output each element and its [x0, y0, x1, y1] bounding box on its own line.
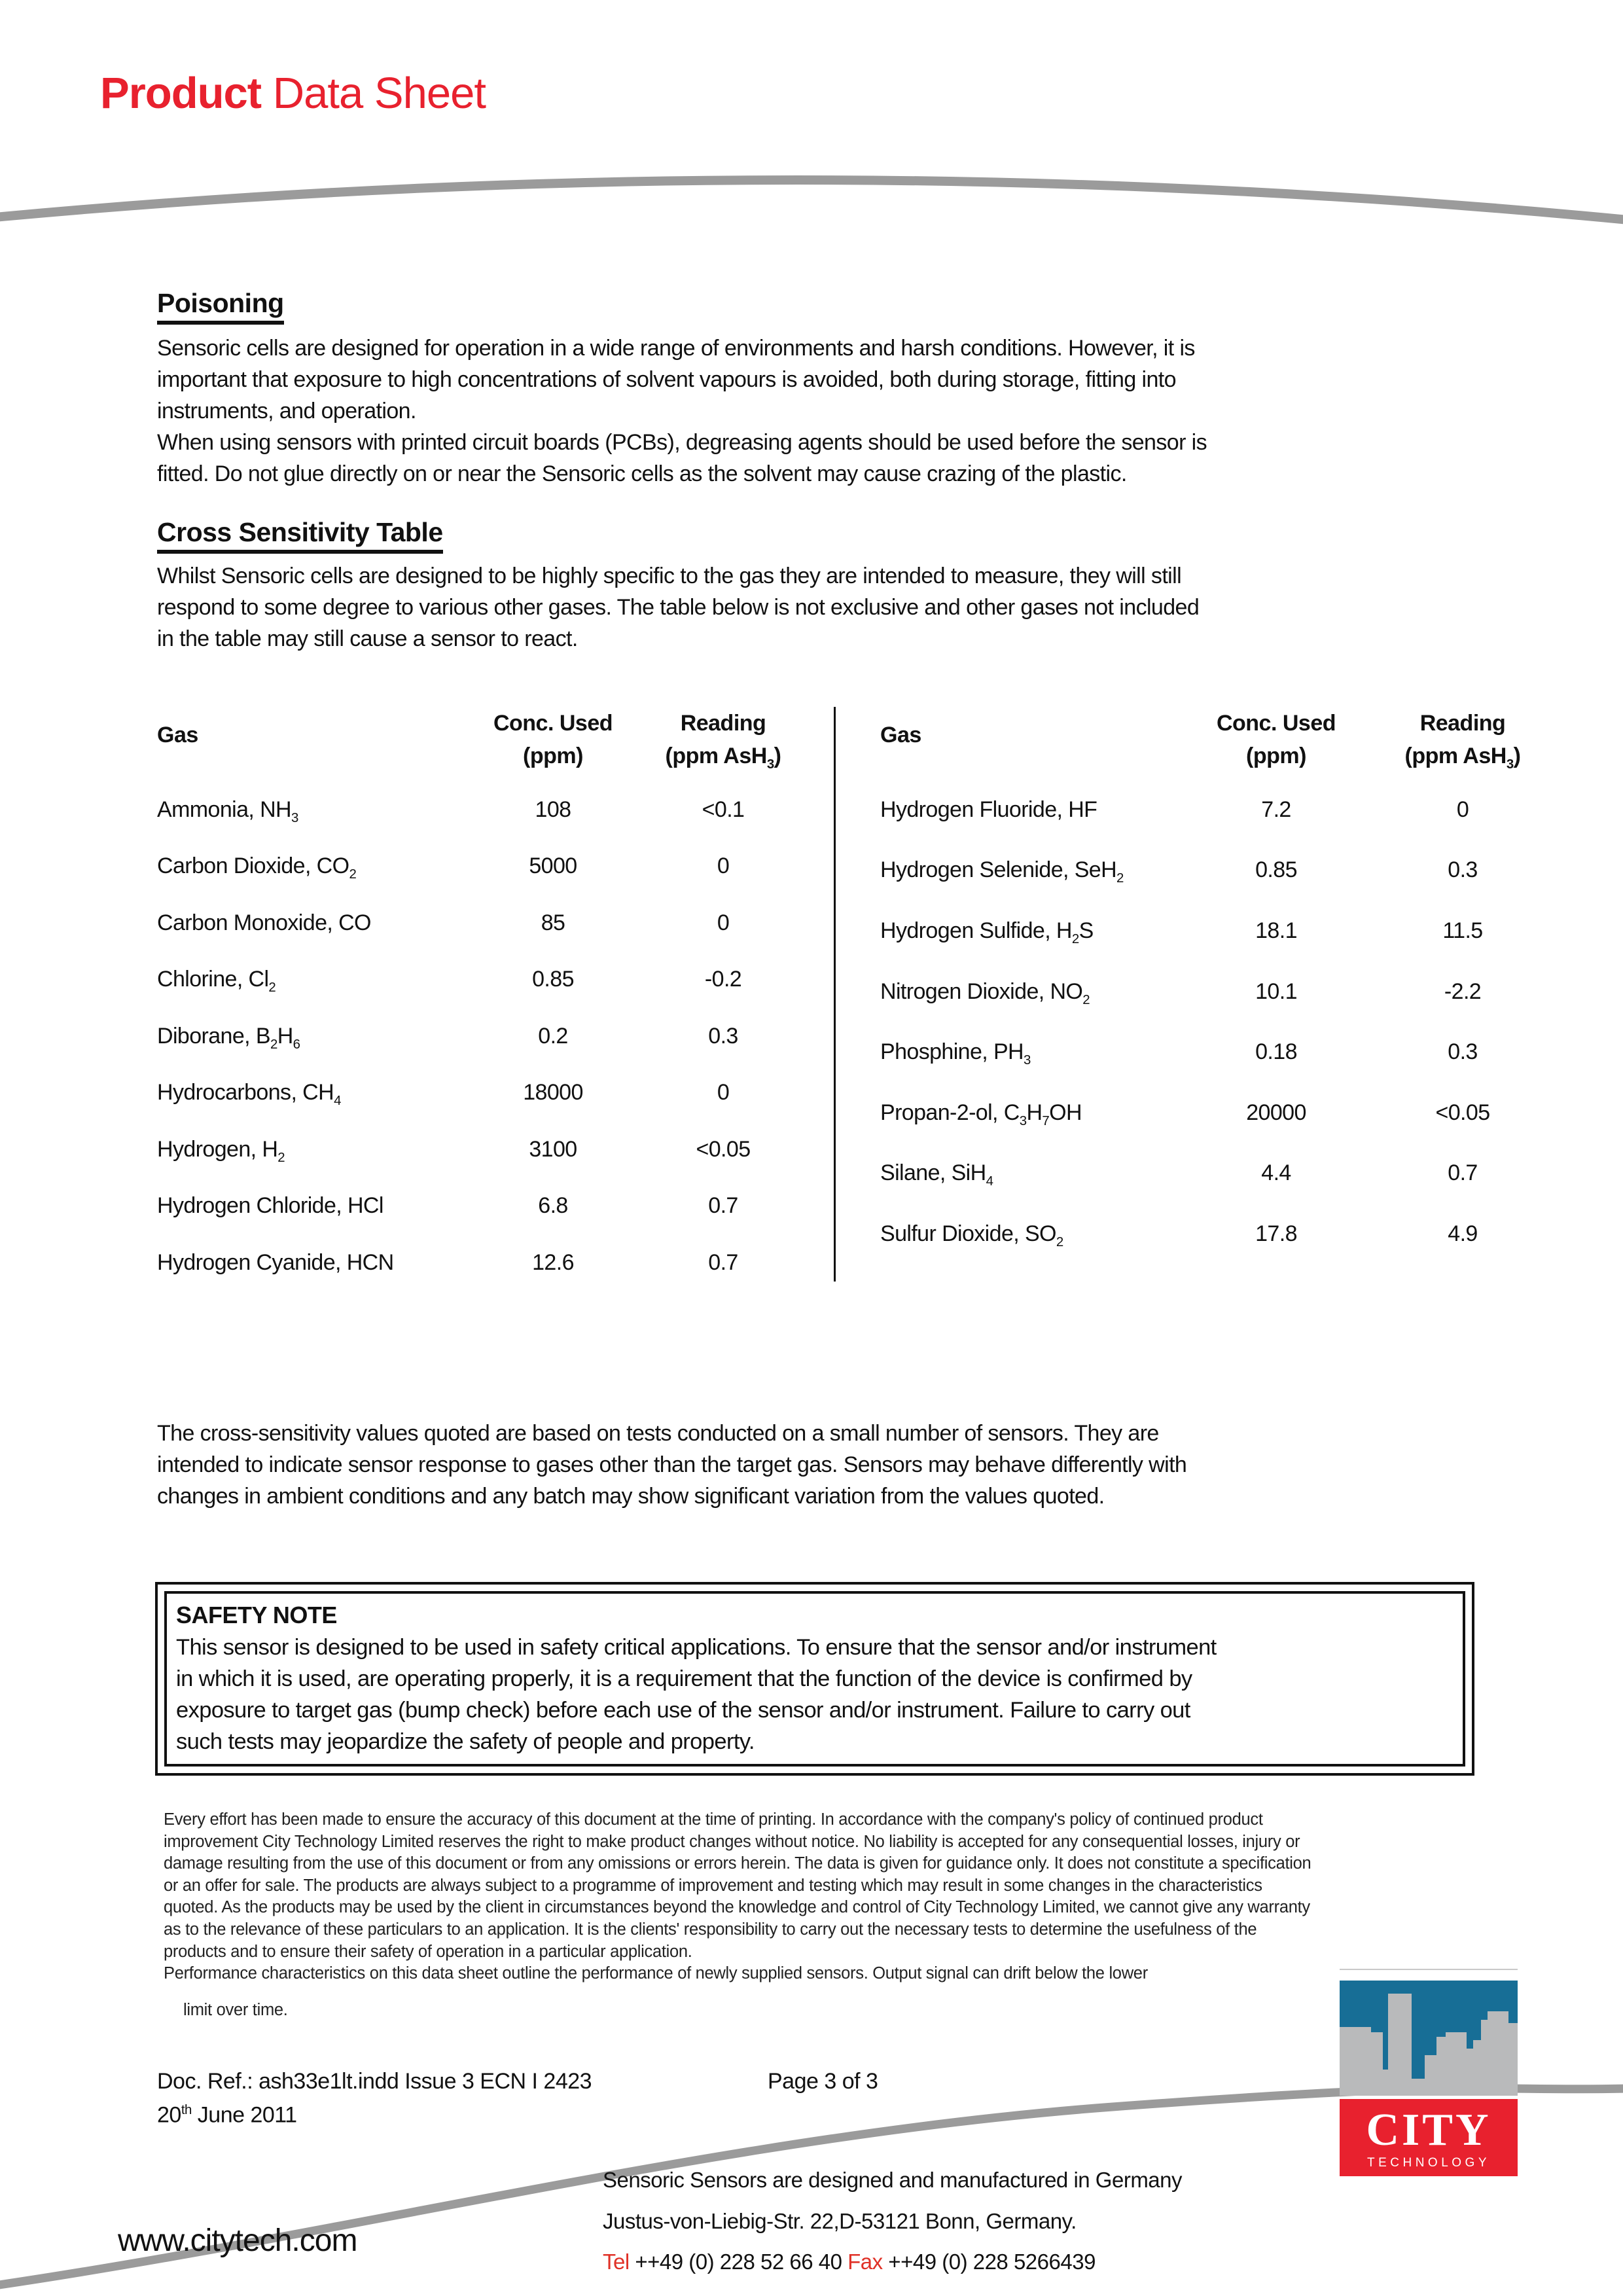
text-line: Sensoric cells are designed for operation in a wide range of environments and harsh conditions. However, it is — [157, 336, 1195, 361]
city-skyline-icon — [1340, 1981, 1518, 2096]
column-header-gas: Gas — [157, 723, 198, 747]
doc-date — [157, 2096, 1204, 2129]
conc-used-cell: 0.2 — [538, 1023, 568, 1049]
table-row — [157, 1178, 812, 1235]
gas-name-cell: Chlorine, $Cl_2$ — [157, 967, 276, 996]
table-rows-right — [880, 780, 1554, 1265]
text-line: in which it is used, are operating properly, it is a requirement that the function of the device is confirmed by — [176, 1666, 1192, 1691]
reading-cell: 0.7 — [1448, 1160, 1478, 1186]
page-title — [100, 68, 486, 118]
table-row — [880, 1143, 1554, 1204]
footer-made-in: Sensoric Sensors are designed and manufactured in Germany — [603, 2168, 1183, 2192]
reading-cell: 0 — [717, 1080, 730, 1105]
conc-used-cell: 4.4 — [1261, 1160, 1291, 1186]
reading-header-line2: (ppm AsH$_3$) — [1404, 744, 1521, 772]
column-header-reading — [635, 707, 812, 772]
reading-cell: 0 — [717, 853, 730, 879]
reading-cell: 0.3 — [1448, 857, 1478, 883]
conc-header-line2: (ppm) — [1246, 744, 1306, 768]
legal-disclaimer — [164, 1809, 1311, 2021]
gas-name-cell: Hydrocarbons, $CH_4$ — [157, 1080, 341, 1109]
text-line: intended to indicate sensor response to gases other than the target gas. Sensors may behave differently with — [157, 1452, 1187, 1477]
conc-used-cell: 17.8 — [1255, 1221, 1297, 1246]
reading-cell: <0.1 — [702, 797, 745, 822]
gas-name-cell: Carbon Dioxide, $CO_2$ — [157, 853, 357, 882]
gas-name-cell: Hydrogen Sulfide, $H_2S$ — [880, 918, 1094, 946]
table-row — [157, 1008, 812, 1065]
conc-used-cell: 7.2 — [1261, 797, 1291, 822]
gas-name-cell: Nitrogen Dioxide, $NO_2$ — [880, 978, 1090, 1007]
text-line: respond to some degree to various other gases. The table below is not exclusive and other gases not included — [157, 595, 1200, 620]
conc-used-cell: 3100 — [529, 1136, 577, 1162]
reading-cell: 11.5 — [1442, 918, 1483, 943]
reading-cell: 0.3 — [708, 1023, 738, 1049]
conc-used-cell: 12.6 — [532, 1249, 574, 1275]
doc-ref: Doc. Ref.: ash33e1lt.indd Issue 3 ECN I 2423 — [157, 2069, 592, 2094]
text-line: limit over time. — [183, 2000, 288, 2019]
table-row — [880, 961, 1554, 1022]
conc-used-cell: 20000 — [1246, 1100, 1306, 1125]
table-row — [880, 901, 1554, 961]
cross-sensitivity-notes — [157, 1418, 1186, 1512]
text-line: Whilst Sensoric cells are designed to be highly specific to the gas they are intended to measure, they will still — [157, 564, 1182, 588]
cross-sensitivity-paragraph — [157, 560, 1199, 655]
safety-note-title: SAFETY NOTE — [176, 1602, 337, 1628]
table-row — [157, 895, 812, 952]
text-line: important that exposure to high concentrations of solvent vapours is avoided, both during storage, fitting into — [157, 367, 1176, 392]
reading-header-line1: Reading — [1419, 711, 1506, 736]
logo-technology-word: TECHNOLOGY — [1366, 2156, 1491, 2170]
text-line: instruments, and operation. — [157, 399, 416, 423]
poisoning-heading: Poisoning — [157, 288, 284, 325]
gas-name-cell: Propan-2-ol, $C_3H_7OH$ — [880, 1100, 1082, 1128]
text-line: This sensor is designed to be used in safety critical applications. To ensure that the sensor and/or instrument — [176, 1635, 1217, 1660]
text-line: improvement City Technology Limited reserves the right to make product changes without notice. No liability is accepted for any consequential losses, injury or — [164, 1832, 1300, 1851]
conc-used-cell: 85 — [541, 910, 565, 935]
footer-phone-line — [603, 2242, 1182, 2283]
conc-used-cell: 108 — [535, 797, 571, 822]
gas-name-cell: Hydrogen Selenide, SeH$_2$ — [880, 857, 1124, 886]
doc-date-day: 20 — [157, 2102, 181, 2128]
conc-used-cell: 18.1 — [1255, 918, 1297, 943]
table-row — [880, 1022, 1554, 1083]
table-divider-line — [834, 707, 836, 1282]
text-line: Every effort has been made to ensure the accuracy of this document at the time of printing. In accordance with the company's policy of continued product — [164, 1810, 1263, 1829]
reading-cell: 0.3 — [1448, 1039, 1478, 1065]
website-link[interactable]: www.citytech.com — [118, 2223, 357, 2258]
conc-used-cell: 6.8 — [538, 1193, 568, 1219]
text-line: as to the relevance of these particulars to an application. It is the clients' responsibility to carry out the necessary tests to determine the usefulness of the — [164, 1920, 1257, 1939]
reading-cell: 4.9 — [1448, 1221, 1478, 1246]
reading-cell: 0 — [717, 910, 730, 935]
gas-name-cell: Hydrogen, $H_2$ — [157, 1136, 285, 1165]
city-technology-logo — [1340, 1969, 1518, 2176]
safety-note-text — [176, 1632, 1454, 1757]
reading-header-line2: (ppm AsH$_3$) — [665, 744, 781, 772]
gas-name-cell: Hydrogen Chloride, HCl — [157, 1193, 383, 1219]
table-row — [157, 1234, 812, 1291]
page-number: Page 3 of 3 — [768, 2069, 878, 2094]
gas-name-cell: Silane, SiH$_4$ — [880, 1160, 993, 1189]
conc-header-line1: Conc. Used — [1216, 711, 1336, 736]
gas-name-cell: Sulfur Dioxide, $SO_2$ — [880, 1221, 1063, 1249]
cross-sensitivity-heading: Cross Sensitivity Table — [157, 517, 443, 554]
reading-cell: 0.7 — [708, 1249, 738, 1275]
table-row — [157, 838, 812, 895]
footer-address-block — [603, 2160, 1182, 2283]
table-row — [880, 1083, 1554, 1143]
table-row — [157, 781, 812, 838]
text-line: products and to ensure their safety of operation in a particular application. — [164, 1942, 692, 1961]
footer-street-address: Justus-von-Liebig-Str. 22,D-53121 Bonn, Germany. — [603, 2208, 1077, 2233]
fax-number: ++49 (0) 228 5266439 — [882, 2250, 1096, 2274]
conc-used-cell: 18000 — [523, 1080, 583, 1105]
conc-used-cell: 10.1 — [1255, 978, 1297, 1004]
gas-name-cell: Carbon Monoxide, CO — [157, 910, 371, 935]
gas-name-cell: Hydrogen Cyanide, HCN — [157, 1249, 394, 1275]
table-row — [157, 1121, 812, 1178]
text-line: such tests may jeopardize the safety of people and property. — [176, 1729, 755, 1754]
column-header-conc — [1181, 707, 1371, 772]
text-line: The cross-sensitivity values quoted are based on tests conducted on a small number of sensors. They are — [157, 1421, 1159, 1446]
text-line: fitted. Do not glue directly on or near the Sensoric cells as the solvent may cause crazing of the plastic. — [157, 461, 1127, 486]
conc-header-line2: (ppm) — [523, 744, 583, 768]
safety-note-box — [155, 1582, 1474, 1776]
gas-name-cell: Diborane, $B_2H_6$ — [157, 1023, 300, 1052]
reading-header-line1: Reading — [680, 711, 766, 736]
fax-label: Fax — [847, 2250, 883, 2274]
text-line: damage resulting from the use of this document or from any omissions or errors herein. The data is given for guidance only. It does not constitute a specification — [164, 1854, 1311, 1873]
text-line: Performance characteristics on this data sheet outline the performance of newly supplied sensors. Output signal can drift below the lower — [164, 1964, 1148, 1983]
table-row — [880, 840, 1554, 901]
table-rows-left — [157, 781, 812, 1291]
gas-name-cell: Ammonia, $NH_3$ — [157, 797, 298, 825]
gas-name-cell: Hydrogen Fluoride, HF — [880, 797, 1097, 822]
poisoning-paragraph — [157, 332, 1207, 490]
table-row — [157, 1065, 812, 1122]
logo-red-panel — [1340, 2099, 1518, 2176]
doc-ref-line — [157, 2067, 1204, 2096]
tel-number: ++49 (0) 228 52 66 40 — [629, 2250, 848, 2274]
text-line: exposure to target gas (bump check) before each use of the sensor and/or instrument. Failure to carry out — [176, 1698, 1190, 1723]
reading-cell: <0.05 — [696, 1136, 751, 1162]
text-line: changes in ambient conditions and any batch may show significant variation from the values quoted. — [157, 1484, 1105, 1509]
column-header-reading — [1371, 707, 1554, 772]
logo-city-word: CITY — [1366, 2105, 1491, 2155]
reading-cell: <0.05 — [1435, 1100, 1490, 1125]
conc-used-cell: 0.85 — [1255, 857, 1297, 883]
text-line: in the table may still cause a sensor to react. — [157, 626, 578, 651]
safety-note-inner-frame — [164, 1591, 1465, 1767]
conc-used-cell: 0.85 — [532, 967, 574, 992]
logo-top-rule — [1340, 1969, 1518, 1970]
tel-label: Tel — [603, 2250, 630, 2274]
doc-date-rest: June 2011 — [191, 2102, 297, 2128]
conc-used-cell: 5000 — [529, 853, 577, 879]
reading-cell: -0.2 — [704, 967, 742, 992]
table-row — [880, 780, 1554, 840]
conc-header-line1: Conc. Used — [493, 711, 613, 736]
text-line: When using sensors with printed circuit boards (PCBs), degreasing agents should be used before the sensor is — [157, 430, 1207, 455]
reading-cell: 0 — [1456, 797, 1469, 822]
column-header-conc — [471, 707, 635, 772]
document-reference-block — [157, 2067, 1204, 2129]
text-line: or an offer for sale. The products are always subject to a programme of improvement and testing which may result in some changes in the characteristics — [164, 1876, 1262, 1895]
page-title-bold: Product — [100, 69, 262, 118]
column-header-gas: Gas — [880, 723, 921, 747]
doc-date-ordinal: th — [181, 2103, 192, 2117]
text-line: quoted. As the products may be used by the client in circumstances beyond the knowledge and control of City Technology Limited, we cannot give any warranty — [164, 1898, 1310, 1917]
reading-cell: 0.7 — [708, 1193, 738, 1219]
conc-used-cell: 0.18 — [1255, 1039, 1297, 1065]
reading-cell: -2.2 — [1444, 978, 1482, 1004]
table-row — [880, 1204, 1554, 1265]
page-title-rest: Data Sheet — [261, 69, 486, 118]
gas-name-cell: Phosphine, $PH_3$ — [880, 1039, 1031, 1067]
table-row — [157, 952, 812, 1009]
